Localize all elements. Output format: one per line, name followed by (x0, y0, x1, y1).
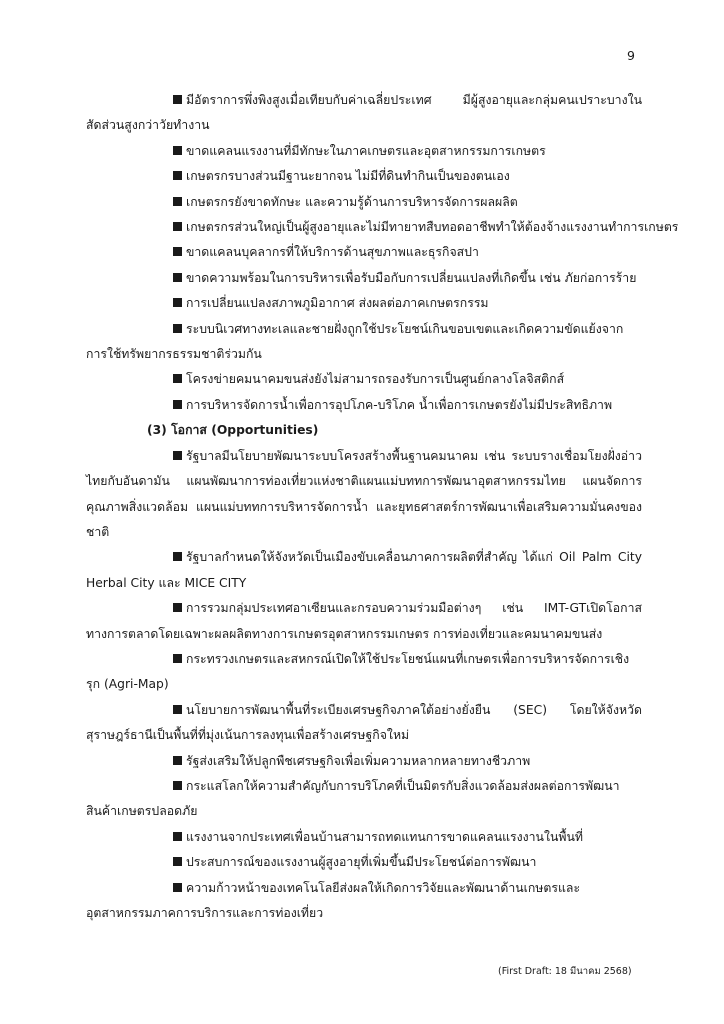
opportunity-item (86, 698, 642, 749)
opportunity-item-text: การรวมกลุ่มประเทศอาเซียนและกรอบความร่วมมือต่างๆ เช่น IMT-GTเปิดโอกาสทางการตลาดโดยเฉพาะผลผลิตทางการเกษตรอุตสาหกรรมเกษตร การท่องเที่ยวและคมนาคมขนส่ง (86, 601, 642, 641)
opportunity-item-text: กระทรวงเกษตรและสหกรณ์เปิดให้ใช้ประโยชน์แผนที่เกษตรเพื่อการบริหารจัดการเชิงรุก (Agri-Map) (86, 651, 630, 692)
square-bullet-icon (173, 756, 182, 765)
opportunity-item (86, 850, 642, 875)
weakness-item-text: เกษตรกรส่วนใหญ่เป็นผู้สูงอายุและไม่มีทายาทสืบทอดอาชีพทำให้ต้องจ้างแรงงานทำการเกษตร (186, 220, 679, 235)
square-bullet-icon (173, 883, 182, 892)
page-number: 9 (627, 48, 635, 63)
opportunity-item (86, 825, 642, 850)
opportunity-item-text: กระแสโลกให้ความสำคัญกับการบริโภคที่เป็นมิตรกับสิ่งแวดล้อมส่งผลต่อการพัฒนาสินค้าเกษตรปลอดภัย (86, 778, 620, 819)
opportunity-item (86, 774, 642, 825)
square-bullet-icon (173, 222, 182, 231)
opportunity-item (86, 596, 642, 647)
square-bullet-icon (173, 857, 182, 866)
square-bullet-icon (173, 146, 182, 155)
weakness-item-text: ขาดแคลนแรงงานที่มีทักษะในภาคเกษตรและอุตสาหกรรมการเกษตร (186, 143, 546, 158)
weakness-item-text: เกษตรกรยังขาดทักษะ และความรู้ด้านการบริหารจัดการผลผลิต (186, 194, 518, 209)
square-bullet-icon (173, 324, 182, 333)
square-bullet-icon (173, 197, 182, 206)
weakness-item (86, 164, 642, 189)
weakness-item (86, 240, 642, 265)
opportunity-item-text: นโยบายการพัฒนาพื้นที่ระเบียงเศรษฐกิจภาคใต้อย่างยั่งยืน (SEC) โดยให้จังหวัดสุราษฎร์ธานีเป็นพื้นที่ที่มุ่งเน้นการลงทุนเพื่อสร้างเศรษฐกิจใหม่ (86, 702, 642, 743)
opportunity-item-text: รัฐส่งเสริมให้ปลูกพืชเศรษฐกิจเพื่อเพิ่มความหลากหลายทางชีวภาพ (186, 753, 531, 768)
opportunity-item (86, 545, 642, 596)
opportunity-item-text: ความก้าวหน้าของเทคโนโลยีส่งผลให้เกิดการวิจัยและพัฒนาด้านเกษตรและ อุตสาหกรรมภาคการบริการและการท่องเที่ยว (86, 880, 581, 920)
opportunities-heading: (3) โอกาส (Opportunities) (147, 423, 319, 438)
opportunity-item-text: แรงงานจากประเทศเพื่อนบ้านสามารถทดแทนการขาดแคลนแรงงานในพื้นที่ (186, 829, 583, 844)
weakness-item (86, 291, 642, 316)
weakness-item (86, 88, 642, 139)
weakness-item-text: ระบบนิเวศทางทะเลและชายฝั่งถูกใช้ประโยชน์เกินขอบเขตและเกิดความขัดแย้งจากการใช้ทรัพยากรธรรมชาติร่วมกัน (86, 321, 624, 362)
opportunity-item-text: ประสบการณ์ของแรงงานผู้สูงอายุที่เพิ่มขึ้นมีประโยชน์ต่อการพัฒนา (186, 855, 537, 870)
opportunity-item (86, 749, 642, 774)
weakness-item-text: ขาดแคลนบุคลากรที่ให้บริการด้านสุขภาพและธุรกิจสปา (186, 245, 479, 260)
opportunity-item-text: รัฐบาลมีนโยบายพัฒนาระบบโครงสร้างพื้นฐานคมนาคม เช่น ระบบรางเชื่อมโยงฝั่งอ่าวไทยกับอันดามัน แผนพัฒนาการท่องเที่ยวแห่งชาติแผนแม่บททการพัฒนาอุตสาหกรรมไทย แผนจัดการคุณภาพสิ่งแวดล้อม แผนแม่บททการบริหารจัดการน้ำ และยุทธศาสตร์การพัฒนาเพื่อเสริมความมั่นคงของชาติ (86, 448, 642, 539)
square-bullet-icon (173, 374, 182, 383)
weakness-item-text: มีอัตราการพึ่งพิงสูงเมื่อเทียบกับค่าเฉลี่ยประเทศ มีผู้สูงอายุและกลุ่มคนเปราะบางในสัดส่วนสูงกว่าวัยทำงาน (86, 93, 642, 133)
opportunity-item (86, 876, 642, 927)
opportunity-item-text: รัฐบาลกำหนดให้จังหวัดเป็นเมืองขับเคลื่อนภาคการผลิตที่สำคัญ ได้แก่ Oil Palm City Herbal City และ MICE CITY (86, 550, 642, 590)
square-bullet-icon (173, 298, 182, 307)
footer-draft-note: (First Draft: 18 มีนาคม 2568) (498, 966, 632, 977)
weakness-item-text: การเปลี่ยนแปลงสภาพภูมิอากาศ ส่งผลต่อภาคเกษตรกรรม (186, 296, 489, 311)
square-bullet-icon (173, 171, 182, 180)
weakness-item (86, 190, 642, 215)
weakness-item-text: โครงข่ายคมนาคมขนส่งยังไม่สามารถรองรับการเป็นศูนย์กลางโลจิสติกส์ (186, 372, 565, 387)
square-bullet-icon (173, 705, 182, 714)
weakness-item (86, 215, 679, 240)
weakness-item (86, 139, 642, 164)
weakness-item (86, 266, 642, 291)
square-bullet-icon (173, 95, 182, 104)
square-bullet-icon (173, 654, 182, 663)
opportunity-item (86, 647, 642, 698)
weakness-item (86, 317, 642, 368)
weakness-item (86, 393, 642, 418)
weakness-item-text: การบริหารจัดการน้ำเพื่อการอุปโภค-บริโภค น้ำเพื่อการเกษตรยังไม่มีประสิทธิภาพ (186, 397, 613, 412)
square-bullet-icon (173, 832, 182, 841)
square-bullet-icon (173, 273, 182, 282)
weakness-item-text: ขาดความพร้อมในการบริหารเพื่อรับมือกับการเปลี่ยนแปลงที่เกิดขึ้น เช่น ภัยก่อการร้าย (186, 270, 637, 285)
square-bullet-icon (173, 400, 182, 409)
square-bullet-icon (173, 603, 182, 612)
weakness-item-text: เกษตรกรบางส่วนมีฐานะยากจน ไม่มีที่ดินทำกินเป็นของตนเอง (186, 169, 510, 184)
square-bullet-icon (173, 451, 182, 460)
square-bullet-icon (173, 552, 182, 561)
weakness-item (86, 367, 642, 392)
square-bullet-icon (173, 781, 182, 790)
opportunity-item (86, 444, 642, 546)
document-body (86, 88, 679, 926)
square-bullet-icon (173, 247, 182, 256)
